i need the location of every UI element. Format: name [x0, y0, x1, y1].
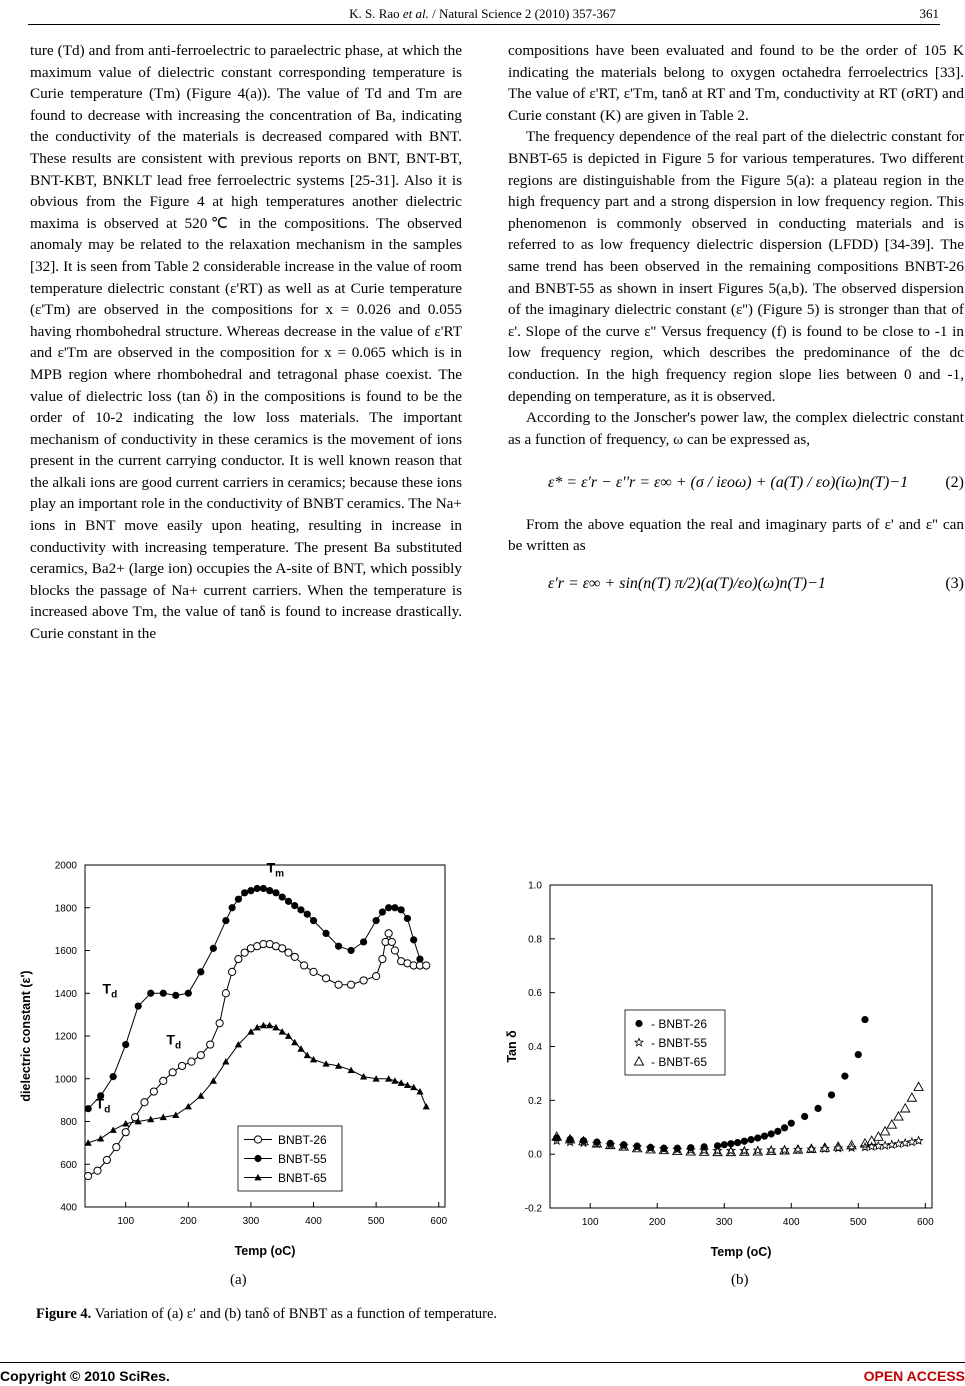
data-point	[141, 1099, 148, 1106]
figure-caption	[36, 1306, 497, 1323]
plot-frame	[550, 885, 932, 1208]
y-tick-label: 1600	[54, 946, 77, 957]
x-tick-label: 300	[242, 1216, 260, 1227]
footer-rule	[0, 1362, 965, 1363]
data-point	[915, 1137, 923, 1145]
data-point	[753, 1147, 762, 1155]
data-point	[385, 904, 392, 911]
series-line	[88, 889, 420, 1109]
y-tick-label: 0.0	[528, 1149, 542, 1161]
data-point	[385, 930, 392, 937]
data-point	[423, 1103, 430, 1109]
data-point	[210, 945, 217, 952]
data-point	[310, 917, 317, 924]
footer-open-access: OPEN ACCESS	[863, 1368, 965, 1384]
data-point	[391, 904, 398, 911]
x-tick-label: 500	[849, 1217, 867, 1228]
page-number: 361	[919, 6, 939, 21]
y-tick-label: 0.8	[528, 934, 542, 946]
data-point	[894, 1112, 903, 1120]
data-point	[841, 1073, 848, 1080]
data-point	[207, 1041, 214, 1048]
data-point	[907, 1093, 916, 1101]
header-author: K. S. Rao	[349, 6, 400, 21]
data-point	[861, 1016, 868, 1023]
data-point	[304, 911, 311, 918]
data-point	[881, 1141, 889, 1149]
data-point	[285, 1032, 292, 1038]
x-tick-label: 600	[916, 1217, 934, 1228]
data-point	[828, 1091, 835, 1098]
equation-2-number: (2)	[945, 474, 964, 492]
data-point	[423, 962, 430, 969]
y-tick-label: 0.6	[528, 988, 542, 1000]
running-header	[0, 6, 965, 22]
data-point	[373, 973, 380, 980]
data-point	[216, 1020, 223, 1027]
legend-entry: BNBT-55	[278, 1152, 327, 1166]
data-point	[360, 938, 367, 945]
data-point	[113, 1144, 120, 1151]
data-point	[901, 1139, 909, 1147]
data-point	[888, 1141, 896, 1149]
data-point	[241, 949, 248, 956]
data-point	[814, 1105, 821, 1112]
data-point	[301, 962, 308, 969]
legend-entry: - BNBT-26	[651, 1017, 708, 1031]
y-tick-label: 1200	[54, 1031, 77, 1043]
data-point	[260, 885, 267, 892]
x-tick-label: 400	[305, 1216, 322, 1227]
data-point	[310, 1056, 317, 1062]
data-point	[754, 1134, 761, 1141]
subfigure-a-label: (a)	[230, 1272, 247, 1288]
data-point	[235, 955, 242, 962]
data-point	[160, 1077, 167, 1084]
data-point	[347, 981, 354, 988]
x-tick-label: 500	[367, 1216, 385, 1227]
legend-marker	[254, 1136, 261, 1143]
y-tick-label: 0.4	[528, 1042, 542, 1053]
data-point	[247, 1028, 254, 1034]
data-point	[197, 1052, 204, 1059]
equation-3	[508, 573, 964, 595]
data-point	[197, 968, 204, 975]
legend-marker	[635, 1020, 642, 1027]
x-axis-label: Temp (oC)	[234, 1244, 296, 1258]
right-paragraph-1: compositions have been evaluated and found to be the order of 105 K indicating the materials belong to oxygen octahedra ferroelectrics [33]. The value of ε'RT, ε'Tm, tanδ at RT and Tm, conductivity at RT (σRT) and Curie constant (K) are given in Table 2.	[508, 42, 964, 124]
data-point	[291, 953, 298, 960]
data-point	[774, 1128, 781, 1135]
data-point	[285, 898, 292, 905]
data-point	[135, 1002, 142, 1009]
subfigure-b-label: (b)	[731, 1272, 749, 1288]
annotation-td: $T_d$	[102, 980, 118, 1001]
data-point	[122, 1129, 129, 1136]
data-point	[178, 1062, 185, 1069]
data-point	[279, 945, 286, 952]
y-tick-label: 1.0	[528, 880, 542, 892]
data-point	[297, 906, 304, 913]
caption-text: Variation of (a) ε′ and (b) tanδ of BNBT as a function of temperature.	[94, 1306, 498, 1322]
data-point	[210, 1077, 217, 1083]
equation-3-body: ε'r = ε∞ + sin(n(T) π/2)(a(T)/εo)(ω)n(T)−1	[548, 575, 826, 593]
left-paragraph: ture (Td) and from anti-ferroelectric to paraelectric phase, at which the maximum value of dielectric constant corresponding temperature is Curie temperature (Tm) (Figure 4(a)). The value of Td and Tm are found to decrease with increasing the concentration of Ba, indicating the conductivity of the materials is decreased compared with BNT. These results are consistent with previous reports on BNT, BNT-BT, BNT-KBT, BNKLT lead free ferroelectric systems [25-31]. Also it is obvious from the Figure 4 at high temperatures another dielectric maxima is observed at 520℃ in the compositions. The observed anomaly may be related to the relaxation mechanism in the samples [32]. It is seen from Table 2 considerable increase in the value of room temperature dielectric constant (ε'RT) as well as at Curie temperature (ε'Tm) are observed in the compositions for x = 0.026 and 0.055 having rhombohedral structure. Whereas decrease in the value of ε'RT and ε'Tm are observed in the composition for x = 0.065 which is in MPB region where rhombohedral and tetragonal phase coexist. The value of dielectric loss (tan δ) in the compositions is found to be the order of 10-2 indicating the low loss materials. The important mechanism of conductivity in these ceramics is the movement of ions present in the current carrying conductor. It is well known reason that the alkali ions are good current carriers in ceramics; because these ions play an important role in the conductivity of BNBT ceramics. The Na+ ions in BNT move easily upon heating, resulting in increase in conductivity with increasing temperature. The present Ba substituted ceramics, Ba2+ (large ion) occupies the A-site of BNT, which possibly blocks the passage of Na+ current carriers. When the temperature is increased above Tm, the value of tanδ is found to increase drastically. Curie constant in the	[30, 42, 462, 643]
data-point	[335, 981, 342, 988]
data-point	[388, 938, 395, 945]
data-point	[734, 1139, 741, 1146]
footer-copyright: Copyright © 2010 SciRes.	[0, 1368, 170, 1384]
data-point	[901, 1104, 910, 1112]
data-point	[416, 1088, 423, 1094]
right-paragraph-2: The frequency dependence of the real part of the dielectric constant for BNBT-65 is depicted in Figure 5 for various temperatures. Two different regions are distinguishable from the Figure 5(a): a plateau region in the high frequency part and a strong dispersion in low frequency region. This phenomenon is commonly observed in conducting materials and is referred to as low frequency dielectric dispersion (LFDD) [34-39]. The same trend has been observed in the remaining compositions BNBT-26 and BNBT-55 as shown in insert Figures 5(a,b). The observed dispersion of the imaginary dielectric constant (ε'') (Figure 5) is stronger than that of ε'. Slope of the curve ε'' Versus frequency (f) is found to be close to -1 in low frequency region, which describes the predominance of the dc conduction. In the high frequency region slope lies between 0 and -1, depending on temperature, as it is observed.	[508, 128, 964, 405]
data-point	[801, 1113, 808, 1120]
data-point	[310, 968, 317, 975]
data-point	[160, 990, 167, 997]
data-point	[188, 1058, 195, 1065]
x-tick-label: 200	[179, 1216, 197, 1227]
data-point	[347, 947, 354, 954]
data-point	[247, 887, 254, 894]
data-point	[97, 1135, 104, 1141]
data-point	[768, 1130, 775, 1137]
data-point	[740, 1147, 749, 1155]
data-point	[788, 1120, 795, 1127]
data-point	[741, 1138, 748, 1145]
data-point	[391, 947, 398, 954]
data-point	[781, 1146, 789, 1154]
data-point	[85, 1105, 92, 1112]
data-point	[103, 1156, 110, 1163]
data-point	[110, 1073, 117, 1080]
data-point	[747, 1136, 754, 1143]
y-tick-label: -0.2	[524, 1203, 542, 1215]
data-point	[254, 885, 261, 892]
header-rule	[28, 24, 940, 25]
y-tick-label: 800	[60, 1117, 77, 1128]
data-point	[285, 949, 292, 956]
data-point	[229, 904, 236, 911]
data-point	[254, 1024, 261, 1030]
equation-3-number: (3)	[945, 575, 964, 593]
data-point	[241, 889, 248, 896]
left-column	[30, 40, 462, 645]
y-tick-label: 1800	[54, 903, 77, 915]
data-point	[272, 1024, 279, 1030]
chart-b-tan-delta	[490, 850, 950, 1270]
y-axis-label: dielectric constant (ε')	[19, 970, 33, 1102]
data-point	[848, 1144, 856, 1152]
header-journal: / Natural Science 2 (2010) 357-367	[432, 6, 616, 21]
data-point	[398, 906, 405, 913]
data-point	[360, 1073, 367, 1079]
x-tick-label: 100	[581, 1217, 599, 1228]
legend-marker	[254, 1155, 261, 1162]
y-axis-label: Tan δ	[505, 1030, 519, 1063]
data-point	[150, 1088, 157, 1095]
data-point	[360, 977, 367, 984]
data-point	[172, 1111, 179, 1117]
data-point	[855, 1051, 862, 1058]
data-point	[222, 990, 229, 997]
data-point	[110, 1126, 117, 1132]
annotation-tm: $T_m$	[266, 859, 285, 880]
right-paragraph-4: From the above equation the real and imaginary parts of ε' and ε'' can be written as	[508, 515, 964, 555]
data-point	[322, 930, 329, 937]
legend-entry: - BNBT-55	[651, 1036, 708, 1050]
legend-entry: BNBT-65	[278, 1171, 327, 1185]
data-point	[291, 902, 298, 909]
data-point	[85, 1172, 92, 1179]
series-line	[88, 1025, 426, 1143]
chart-a-dielectric	[10, 850, 470, 1270]
legend-entry: BNBT-26	[278, 1133, 327, 1147]
data-point	[780, 1146, 789, 1154]
right-column	[508, 40, 964, 595]
right-paragraph-3: According to the Jonscher's power law, the complex dielectric constant as a function of frequency, ω can be expressed as,	[508, 409, 964, 448]
y-tick-label: 400	[60, 1202, 77, 1214]
data-point	[222, 917, 229, 924]
data-point	[410, 936, 417, 943]
x-tick-label: 300	[715, 1217, 733, 1228]
data-point	[266, 887, 273, 894]
data-point	[404, 915, 411, 922]
data-point	[895, 1140, 903, 1148]
data-point	[416, 955, 423, 962]
y-tick-label: 1000	[54, 1074, 77, 1086]
x-tick-label: 400	[782, 1217, 800, 1228]
y-tick-label: 2000	[54, 860, 77, 872]
data-point	[379, 908, 386, 915]
caption-label: Figure 4.	[36, 1306, 92, 1322]
data-point	[94, 1167, 101, 1174]
data-point	[322, 975, 329, 982]
data-point	[379, 955, 386, 962]
header-etal: et al.	[402, 6, 429, 21]
data-point	[847, 1141, 856, 1149]
annotation-td: $T_d$	[166, 1031, 182, 1052]
data-point	[122, 1041, 129, 1048]
y-tick-label: 600	[60, 1159, 77, 1171]
data-point	[373, 917, 380, 924]
y-tick-label: 1400	[54, 988, 77, 1000]
equation-2	[508, 472, 964, 494]
data-point	[721, 1141, 728, 1148]
data-point	[887, 1120, 896, 1128]
equation-2-body: ε* = ε'r − ε''r = ε∞ + (σ / iεoω) + (a(T) / εo)(iω)n(T)−1	[548, 474, 909, 492]
x-axis-label: Temp (oC)	[710, 1245, 772, 1259]
data-point	[781, 1124, 788, 1131]
data-point	[229, 968, 236, 975]
data-point	[279, 1028, 286, 1034]
x-tick-label: 100	[117, 1216, 135, 1227]
legend-entry: - BNBT-65	[651, 1055, 708, 1069]
data-point	[767, 1146, 776, 1154]
data-point	[172, 992, 179, 999]
x-tick-label: 200	[648, 1217, 666, 1228]
data-point	[272, 889, 279, 896]
data-point	[726, 1147, 735, 1155]
data-point	[147, 990, 154, 997]
data-point	[235, 896, 242, 903]
y-tick-label: 0.2	[528, 1095, 542, 1107]
data-point	[169, 1069, 176, 1076]
x-tick-label: 600	[430, 1216, 448, 1227]
data-point	[279, 893, 286, 900]
annotation-td: $T_d$	[95, 1095, 111, 1116]
data-point	[185, 990, 192, 997]
data-point	[335, 943, 342, 950]
data-point	[914, 1082, 923, 1090]
data-point	[761, 1133, 768, 1140]
